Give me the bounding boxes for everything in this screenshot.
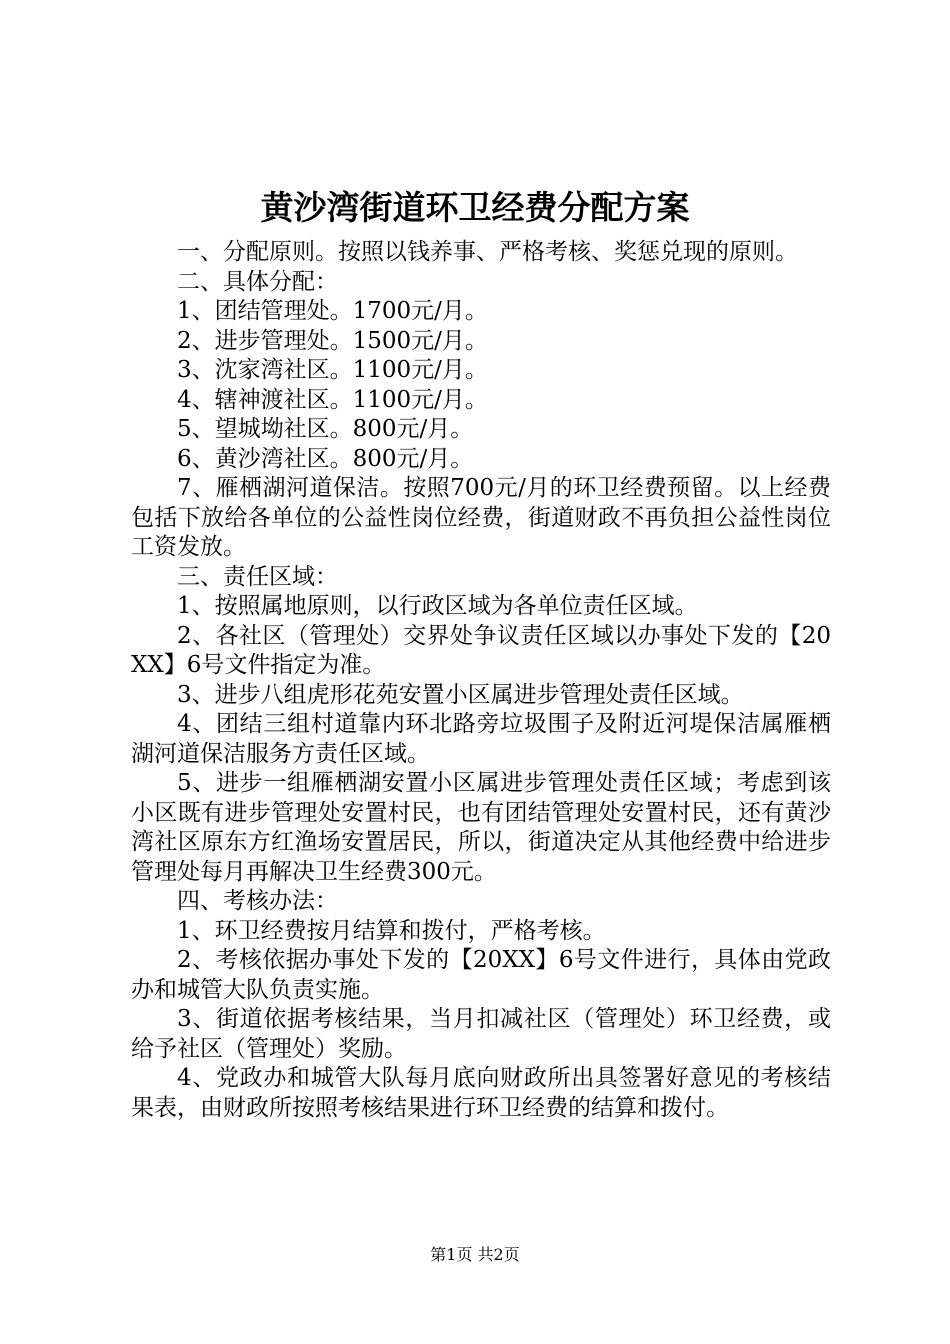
responsibility-item: 1、按照属地原则，以行政区域为各单位责任区域。 [177,593,698,619]
document-body [131,238,831,1123]
responsibility-item: 4、团结三组村道靠内环北路旁垃圾围子及附近河堤保洁属雁栖湖河道保洁服务方责任区域。 [131,711,831,767]
heading-responsibility: 三、责任区域： [177,563,338,590]
assessment-item: 4、党政办和城管大队每月底向财政所出具签署好意见的考核结果表，由财政所按照考核结果进行环卫经费的结算和拨付。 [131,1065,831,1121]
allocation-item: 1、团结管理处。1700元/月。 [177,298,488,324]
heading-assessment: 四、考核办法： [177,888,338,914]
assessment-item: 1、环卫经费按月结算和拨付，严格考核。 [177,917,606,944]
assessment-item: 2、考核依据办事处下发的【20XX】6号文件进行，具体由党政办和城管大队负责实施。 [131,947,831,1003]
responsibility-item: 5、进步一组雁栖湖安置小区属进步管理处责任区域；考虑到该小区既有进步管理处安置村民，也有团结管理处安置村民，还有黄沙湾社区原东方红渔场安置居民，所以，街道决定从其他经费中给进步管理处每月再解决卫生经费300元。 [131,770,831,885]
page-footer: 第1页 共2页 [430,1245,520,1264]
allocation-item: 5、望城坳社区。800元/月。 [177,416,474,442]
allocation-item: 6、黄沙湾社区。800元/月。 [177,445,474,472]
responsibility-item: 3、进步八组虎形花苑安置小区属进步管理处责任区域。 [177,681,744,708]
allocation-item: 7、雁栖湖河道保洁。按照700元/月的环卫经费预留。以上经费包括下放给各单位的公益性岗位经费，街道财政不再负担公益性岗位工资发放。 [131,475,831,560]
allocation-item: 3、沈家湾社区。1100元/月。 [177,357,488,383]
responsibility-item: 2、各社区（管理处）交界处争议责任区域以办事处下发的【20XX】6号文件指定为准。 [131,622,831,678]
assessment-item: 3、街道依据考核结果，当月扣减社区（管理处）环卫经费，或给予社区（管理处）奖励。 [131,1006,831,1062]
heading-allocation: 二、具体分配： [177,268,338,295]
allocation-item: 4、辖神渡社区。1100元/月。 [177,386,488,413]
paragraph-principle: 一、分配原则。按照以钱养事、严格考核、奖惩兑现的原则。 [177,239,798,265]
document-title: 黄沙湾街道环卫经费分配方案 [260,188,690,227]
allocation-item: 2、进步管理处。1500元/月。 [177,327,488,354]
